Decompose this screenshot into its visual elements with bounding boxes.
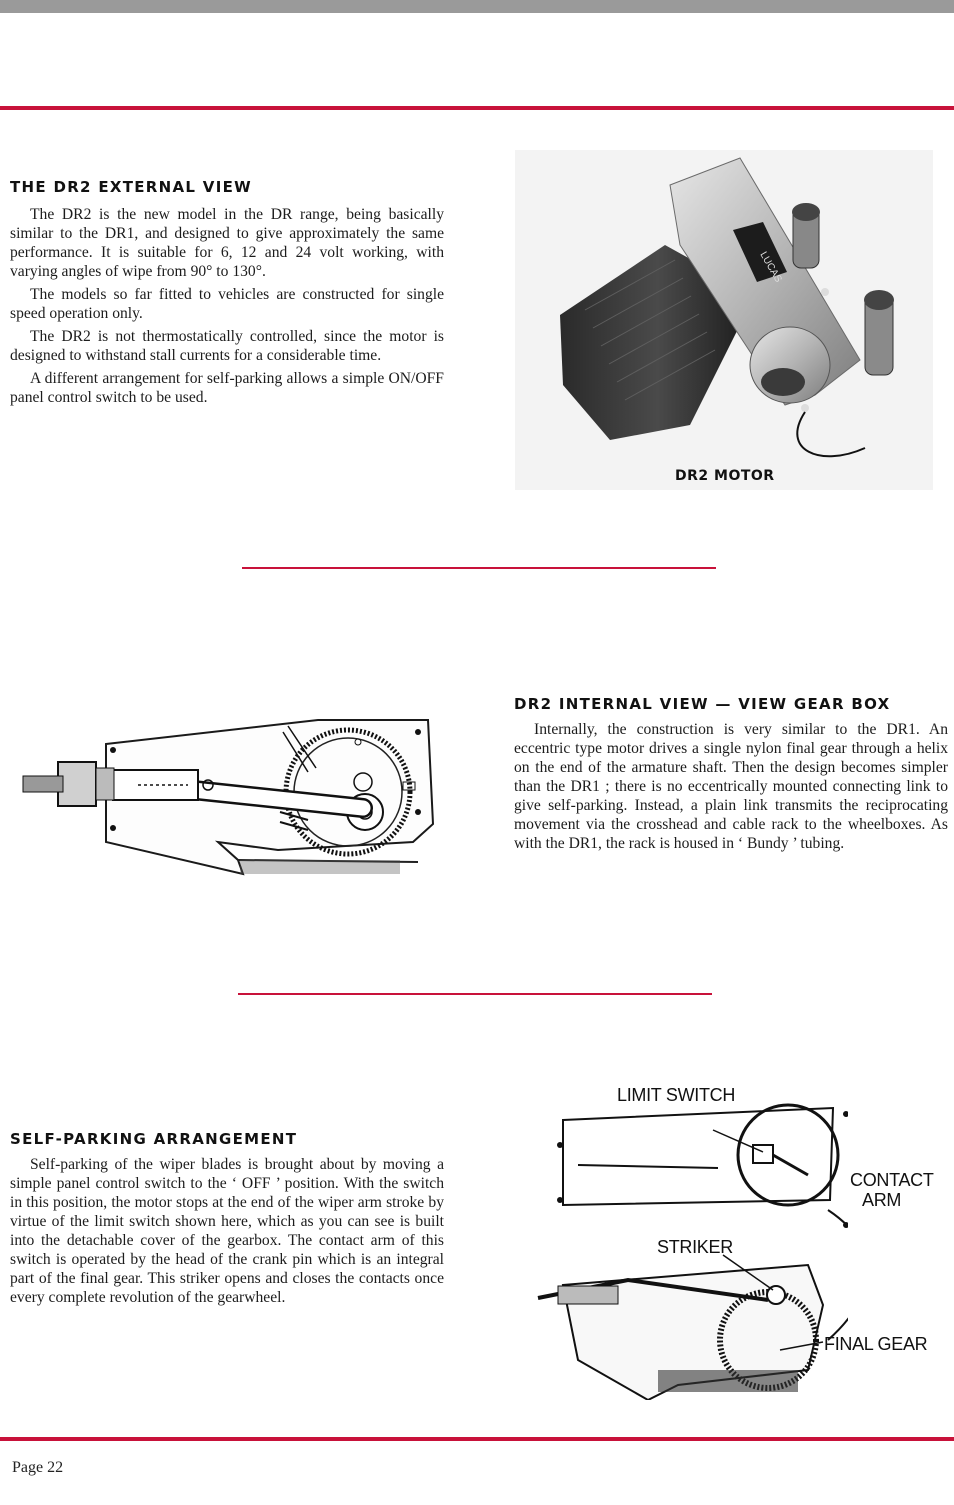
motor-plate-text: LUCAS [757, 250, 784, 285]
top-divider [0, 106, 954, 110]
label-final-gear: FINAL GEAR [824, 1334, 928, 1354]
paragraph: Self-parking of the wiper blades is brought about by moving a simple panel control switch to the ‘ OFF ’ position. With the switch in this position, the motor stops at the end of the wiper arm stroke by virtue of the limit switch shown here, which as you can see is built into the detachable cover of the gearbox. The contact arm of this switch is operated by the head of the crank pin which is an integral part of the final gear. This striker opens and closes the contacts once every complete revolution of the gearwheel. [10, 1156, 444, 1306]
section-body-external [10, 205, 444, 411]
page-number: Page 22 [12, 1459, 64, 1476]
top-bar [0, 0, 954, 13]
section-heading-self-parking: SELF-PARKING ARRANGEMENT [10, 1130, 298, 1148]
section-divider [238, 993, 712, 995]
section-heading-external: THE DR2 EXTERNAL VIEW [10, 178, 252, 196]
label-limit-switch: LIMIT SWITCH [617, 1085, 736, 1105]
label-contact: CONTACT [850, 1170, 934, 1190]
bottom-divider [0, 1437, 954, 1441]
label-arm: ARM [862, 1190, 902, 1210]
gearbox-diagram-icon [18, 712, 438, 887]
section-body-self-parking [10, 1155, 444, 1311]
label-contact-arm [850, 1170, 934, 1210]
paragraph: A different arrangement for self-parking allows a simple ON/OFF panel control switch to be used. [10, 370, 444, 406]
label-striker: STRIKER [657, 1237, 733, 1257]
paragraph: The models so far fitted to vehicles are constructed for single speed operation only. [10, 286, 444, 322]
paragraph: The DR2 is not thermostatically controlled, since the motor is designed to withstand stall currents for a considerable time. [10, 328, 444, 364]
section-body-internal [514, 720, 948, 857]
paragraph: The DR2 is the new model in the DR range, being basically similar to the DR1, and designed to give approximately the same performance. It is suitable for 6, 12 and 24 volt working, with varying angles of wipe from 90° to 130°. [10, 206, 444, 280]
paragraph: Internally, the construction is very similar to the DR1. An eccentric type motor drives a single nylon final gear through a helix on the end of the armature shaft. Then the design becomes simpler than the DR1 ; there is no eccentrically mounted connecting link to give self-parking. Instead, a plain link transmits the reciprocating movement via the crosshead and cable rack to the wheelboxes. As with the DR1, the rack is housed in ‘ Bundy ’ tubing. [514, 721, 948, 852]
motor-photo-icon [515, 150, 933, 490]
figure-caption: DR2 MOTOR [675, 468, 775, 484]
section-divider [242, 567, 716, 569]
section-heading-internal: DR2 INTERNAL VIEW — VIEW GEAR BOX [514, 695, 891, 713]
